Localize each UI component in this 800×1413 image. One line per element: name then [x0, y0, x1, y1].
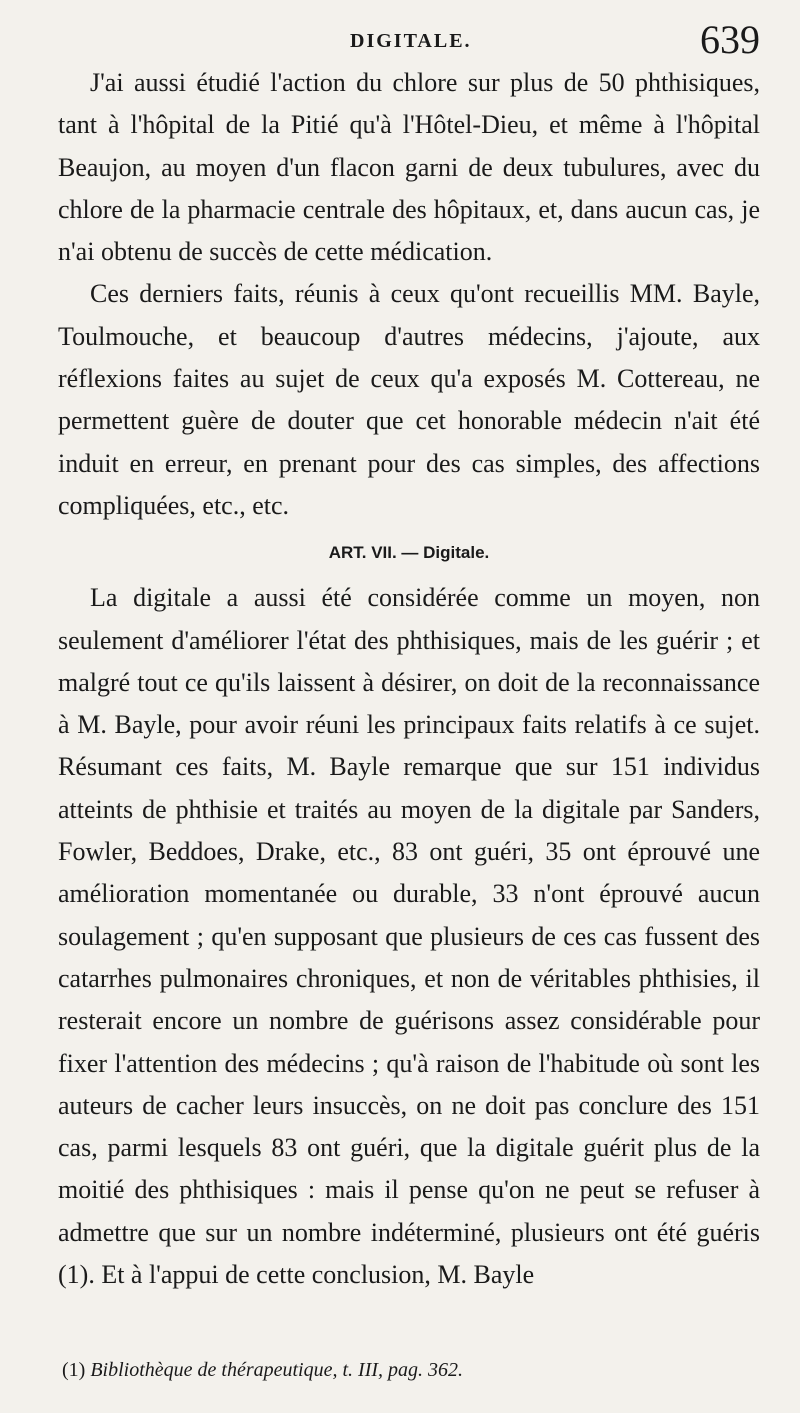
footnote-mark: (1)	[62, 1359, 86, 1381]
body-text	[58, 62, 760, 1296]
paragraph-chlore: J'ai aussi étudié l'action du chlore sur plus de 50 phthisiques, tant à l'hôpital de la Pitié qu'à l'Hôtel-Dieu, et même à l'hôpital Beaujon, au moyen d'un flacon garni de deux tubulures, avec du chlore de la pharmacie centrale des hôpitaux, et, dans aucun cas, je n'ai obtenu de succès de cette médication.	[58, 68, 760, 267]
paragraph-conclusion: Ces derniers faits, réunis à ceux qu'ont recueillis MM. Bayle, Toulmouche, et beaucoup d'autres médecins, j'ajoute, aux réflexions faites au sujet de ceux qu'a exposés M. Cottereau, ne permettent guère de douter que cet honorable médecin n'ait été induit en erreur, en prenant pour des cas simples, des affections compliquées, etc., etc.	[58, 279, 760, 520]
page-number: 639	[700, 17, 760, 62]
footnote-text: Bibliothèque de thérapeutique, t. III, pag. 362.	[90, 1359, 464, 1381]
footnote	[62, 1356, 762, 1384]
paragraph-digitale: La digitale a aussi été considérée comme un moyen, non seulement d'améliorer l'état des phthisiques, mais de les guérir ; et malgré tout ce qu'ils laissent à désirer, on doit de la reconnaissance à M. Bayle, pour avoir réuni les principaux faits relatifs à ce sujet. Résumant ces faits, M. Bayle remarque que sur 151 individus atteints de phthisie et traités au moyen de la digitale par Sanders, Fowler, Beddoes, Drake, etc., 83 ont guéri, 35 ont éprouvé une amélioration momentanée ou durable, 33 n'ont éprouvé aucun soulagement ; qu'en supposant que plusieurs de ces cas fussent des catarrhes pulmonaires chroniques, et non de véritables phthisies, il resterait encore un nombre de guérisons assez considérable pour fixer l'attention des médecins ; qu'à raison de l'habitude où sont les auteurs de cacher leurs insuccès, on ne doit pas conclure des 151 cas, parmi lesquels 83 ont guéri, que la digitale guérit plus de la moitié des phthisiques : mais il pense qu'on ne peut se refuser à admettre que sur un nombre indéterminé, plusieurs ont été guéris (1). Et à l'appui de cette conclusion, M. Bayle	[58, 583, 760, 1290]
section-heading: ART. VII. — Digitale.	[328, 543, 490, 563]
running-head: DIGITALE.	[350, 30, 472, 52]
page-header	[60, 14, 760, 62]
